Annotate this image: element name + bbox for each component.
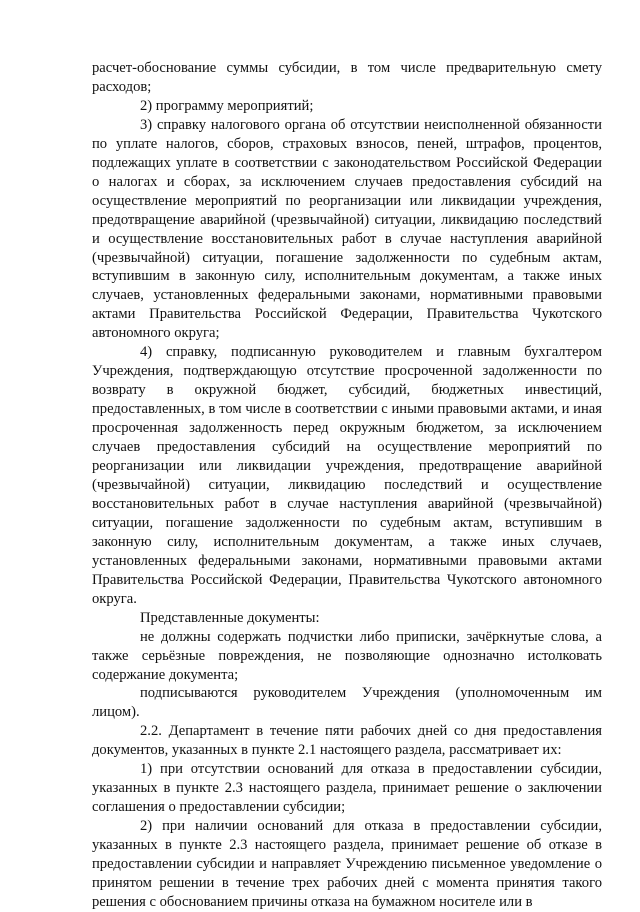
paragraph-documents-req-2: подписываются руководителем Учреждения (уполномоченным им лицом). (92, 685, 602, 721)
paragraph-section-2-2-item-1: 1) при отсутствии оснований для отказа в предоставлении субсидии, указанных в пункте 2.3 настоящего раздела, принимает решение о заключении соглашения о предоставлении субсидии; (92, 761, 602, 816)
paragraph-section-2-2: 2.2. Департамент в течение пяти рабочих дней со дня предоставления документов, указанных в пункте 2.1 настоящего раздела, рассматривает их: (92, 723, 602, 759)
paragraph-section-2-2-item-2: 2) при наличии оснований для отказа в предоставлении субсидии, указанных в пункте 2.3 настоящего раздела, принимает решение об отказе в предоставлении субсидии и направляет Учреждению письменное уведомление о принятом решении в течение трех рабочих дней с момента принятия такого решения с обоснованием причины отказа на бумажном носителе или в (92, 818, 602, 910)
paragraph-item-4: 4) справку, подписанную руководителем и главным бухгалтером Учреждения, подтверждающую отсутствие просроченной задолженности по возврату в окружной бюджет, субсидий, бюджетных инвестиций, предоставленных, в том числе в соответствии с иными правовыми актами, и иная просроченная задолженность перед окружным бюджетом, за исключением случаев предоставления субсидий на осуществление мероприятий по реорганизации или ликвидации учреждения, предотвращение аварийной (чрезвычайной) ситуации, ликвидацию последствий и осуществление восстановительных работ в случае наступления аварийной (чрезвычайной) ситуации, погашение задолженности по судебным актам, вступившим в законную силу, исполнительным документам, а также иных случаев, установленных федеральными законами, нормативными правовыми актами Правительства Российской Федерации, Правительства Чукотского автономного округа. (92, 344, 602, 607)
paragraph-item-2: 2) программу мероприятий; (140, 97, 314, 114)
paragraph-item-3: 3) справку налогового органа об отсутствии неисполненной обязанности по уплате налогов, сборов, страховых взносов, пеней, штрафов, процентов, подлежащих уплате в соответствии с законодательством Российской Федерации о налогах и сборах, за исключением случаев предоставления субсидий на осуществление мероприятий по реорганизации или ликвидации учреждения, предотвращение аварийной (чрезвычайной) ситуации, ликвидацию последствий и осуществление восстановительных работ в случае наступления аварийной (чрезвычайной) ситуации, погашение задолженности по судебным актам, вступившим в законную силу, исполнительным документам, а также иных случаев, установленных федеральными законами, нормативными правовыми актами Правительства Российской Федерации, Правительства Чукотского автономного округа; (92, 116, 602, 342)
document-page (92, 59, 602, 912)
paragraph-documents-req-1: не должны содержать подчистки либо приписки, зачёркнутые слова, а также серьёзные повреждения, не позволяющие однозначно истолковать содержание документа; (92, 628, 602, 683)
paragraph-documents-intro: Представленные документы: (140, 609, 320, 626)
paragraph-estimate: расчет-обоснование суммы субсидии, в том числе предварительную смету расходов; (92, 60, 602, 95)
